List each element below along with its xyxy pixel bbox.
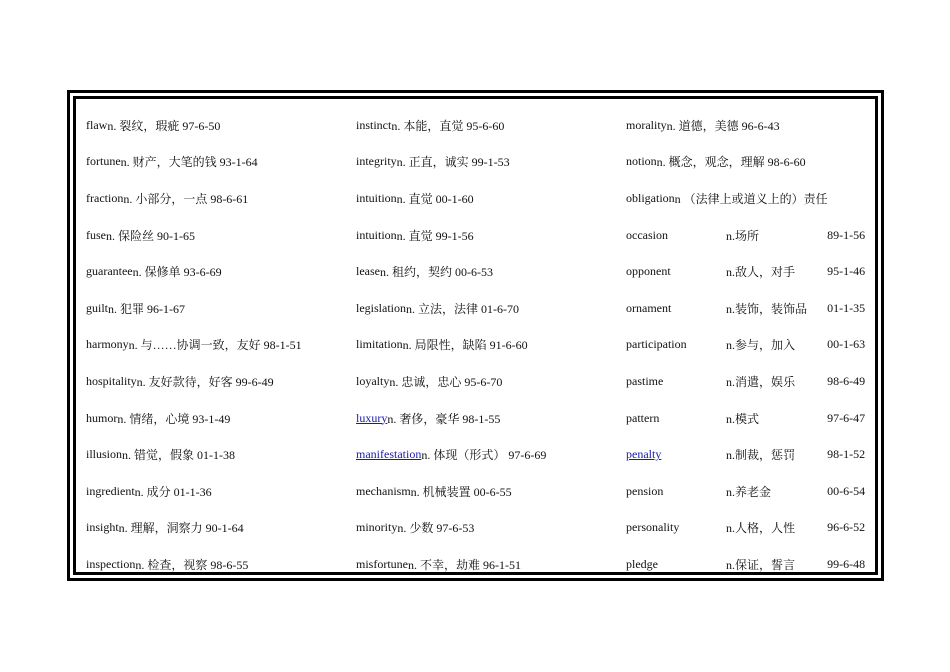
exam-reference: 96-6-52 [827, 520, 866, 535]
vocab-entry [356, 473, 626, 510]
vocab-definition [716, 263, 817, 280]
vocab-headword [626, 264, 716, 279]
vocab-word: occasion [626, 227, 668, 242]
vocab-definition [716, 410, 817, 427]
exam-reference: 00-1-63 [827, 337, 866, 352]
vocab-entry [356, 436, 626, 473]
definition-char: 装 [735, 301, 748, 316]
definition-char: 人 [735, 521, 748, 536]
vocab-entry [356, 107, 626, 144]
vocab-word: lease [356, 264, 380, 279]
vocab-definition [716, 336, 817, 353]
vocab-entry [356, 546, 626, 583]
vocab-entry [356, 510, 626, 547]
vocab-definition [716, 483, 817, 500]
vocab-definition: n. 检查，视察 98-6-55 [135, 557, 249, 572]
vocab-entry [626, 546, 869, 583]
vocab-definition: n. 小部分，一点 98-6-61 [123, 191, 249, 206]
vocab-definition: n. 道德，美德 96-6-43 [666, 118, 780, 133]
vocab-entry [86, 546, 356, 583]
definition-char: 场 [735, 228, 748, 243]
vocab-entry [356, 217, 626, 254]
vocab-definition [716, 556, 817, 573]
vocab-word: pension [626, 483, 664, 498]
definition-char: 言 [783, 557, 796, 572]
vocab-entry [626, 473, 869, 510]
vocab-definition: n. 理解，洞察力 90-1-64 [118, 521, 244, 536]
definition-char: 人 [771, 521, 784, 536]
definition-char: 证 [747, 557, 760, 572]
vocab-definition: n. 与……协调一致，友好 98-1-51 [128, 338, 302, 353]
vocab-entry [356, 290, 626, 327]
definition-char: 入 [783, 338, 796, 353]
vocab-entry [86, 180, 356, 217]
vocab-word: participation [626, 337, 687, 352]
vocab-entry [356, 180, 626, 217]
vocab-headword [626, 301, 716, 316]
vocab-word: opponent [626, 264, 671, 279]
vocab-entry [626, 144, 869, 181]
part-of-speech: n. [726, 265, 735, 280]
vocab-entry [86, 290, 356, 327]
definition-char: 遣 [747, 374, 760, 389]
vocab-headword [626, 337, 716, 352]
vocab-definition: n. 犯罪 96-1-67 [108, 301, 186, 316]
vocab-entry [626, 400, 869, 437]
vocab-entry [356, 327, 626, 364]
exam-reference: 98-1-52 [827, 447, 866, 462]
vocab-headword [626, 484, 716, 499]
vocab-entry [626, 510, 869, 547]
vocab-word: minority [356, 520, 398, 535]
definition-char: 金 [759, 484, 772, 499]
vocab-entry [356, 144, 626, 181]
vocab-definition: n. 体现（形式） 97-6-69 [421, 448, 547, 463]
vocab-column-3 [626, 107, 869, 583]
vocab-word: pastime [626, 373, 664, 388]
exam-reference: 89-1-56 [827, 227, 866, 242]
vocab-entry [86, 327, 356, 364]
vocab-word: personality [626, 520, 680, 535]
definition-char: 裁 [747, 448, 760, 463]
definition-char: 人 [747, 265, 760, 280]
part-of-speech: n. [726, 301, 735, 316]
vocab-definition: n. 直觉 00-1-60 [396, 191, 474, 206]
inner-frame [73, 96, 878, 575]
vocab-word: humor [86, 410, 118, 425]
vocab-entry [86, 107, 356, 144]
vocab-entry [626, 107, 869, 144]
vocab-entry [86, 253, 356, 290]
definition-char: 惩 [771, 448, 784, 463]
vocab-definition: n. 财产，大笔的钱 93-1-64 [120, 155, 258, 170]
definition-char: 对 [771, 265, 784, 280]
vocab-entry [356, 400, 626, 437]
vocab-word: intuition [356, 227, 397, 242]
vocab-word: notion [626, 154, 657, 169]
vocab-entry [356, 363, 626, 400]
definition-char: 老 [747, 484, 760, 499]
vocab-word: pattern [626, 410, 660, 425]
vocab-definition: n. 情绪，心境 93-1-49 [117, 411, 231, 426]
vocab-definition: n. 直觉 99-1-56 [396, 228, 474, 243]
vocab-entry [626, 253, 869, 290]
exam-reference: 97-6-47 [827, 410, 866, 425]
vocab-headword [626, 228, 716, 243]
definition-char: 敌 [735, 265, 748, 280]
vocab-definition: n （法律上或道义上的）责任 [674, 191, 828, 206]
vocab-definition [716, 446, 817, 463]
part-of-speech: n. [726, 374, 735, 389]
vocab-entry [86, 400, 356, 437]
vocab-definition: n. 错觉，假象 01-1-38 [122, 448, 236, 463]
definition-char: 娱 [771, 374, 784, 389]
vocab-definition [716, 227, 817, 244]
vocab-definition: n. 机械装置 00-6-55 [410, 484, 512, 499]
definition-char: 制 [735, 448, 748, 463]
vocab-definition [716, 300, 817, 317]
vocab-word: pledge [626, 556, 658, 571]
definition-char: ， [759, 265, 772, 280]
definition-char: 模 [735, 411, 748, 426]
exam-reference: 00-6-54 [827, 483, 866, 498]
vocab-word: inspection [86, 556, 136, 571]
vocab-word-link[interactable]: luxury [356, 410, 388, 425]
definition-char: 养 [735, 484, 748, 499]
vocab-word: limitation [356, 337, 403, 352]
vocab-definition: n. 概念，观念，理解 98-6-60 [656, 155, 806, 170]
vocab-headword [626, 447, 716, 462]
definition-char: ， [759, 448, 772, 463]
vocab-word: flaw [86, 117, 108, 132]
definition-char: ， [759, 557, 772, 572]
vocab-headword [626, 520, 716, 535]
part-of-speech: n. [726, 338, 735, 353]
vocab-definition: n. 少数 97-6-53 [397, 521, 475, 536]
definition-char: 誓 [771, 557, 784, 572]
vocab-definition: n. 租约，契约 00-6-53 [379, 265, 493, 280]
vocab-definition: n. 友好款待，好客 99-6-49 [136, 374, 274, 389]
vocab-entry [626, 180, 869, 217]
definition-char: 乐 [783, 374, 796, 389]
part-of-speech: n. [726, 228, 735, 243]
vocab-word: fraction [86, 190, 124, 205]
vocab-word: instinct [356, 117, 392, 132]
definition-char: 加 [771, 338, 784, 353]
vocab-word: hospitality [86, 373, 137, 388]
vocab-headword [626, 411, 716, 426]
vocab-word-link[interactable]: manifestation [356, 447, 422, 462]
definition-char: ， [759, 521, 772, 536]
definition-char: ， [759, 338, 772, 353]
vocab-definition: n. 立法，法律 01-6-70 [406, 301, 519, 316]
vocab-entry [86, 510, 356, 547]
vocab-entry [86, 217, 356, 254]
definition-char: ， [759, 301, 772, 316]
vocab-word: illusion [86, 447, 123, 462]
definition-char: 所 [747, 228, 760, 243]
vocab-word: harmony [86, 337, 129, 352]
vocab-definition: n. 奢侈，豪华 98-1-55 [387, 411, 501, 426]
vocab-entry [626, 363, 869, 400]
vocab-word: integrity [356, 154, 397, 169]
part-of-speech: n. [726, 411, 735, 426]
vocab-definition: n. 局限性，缺陷 91-6-60 [402, 338, 528, 353]
vocab-word: misfortune [356, 556, 408, 571]
vocab-definition: n. 正直，诚实 99-1-53 [396, 155, 510, 170]
exam-reference: 99-6-48 [827, 556, 866, 571]
definition-char: 消 [735, 374, 748, 389]
vocab-word: fuse [86, 227, 106, 242]
vocab-definition: n. 保险丝 90-1-65 [106, 228, 195, 243]
vocab-definition: n. 成分 01-1-36 [134, 484, 212, 499]
vocab-entry [626, 327, 869, 364]
definition-char: 手 [783, 265, 796, 280]
vocab-definition: n. 不幸，劫难 96-1-51 [408, 557, 521, 572]
vocab-entry [626, 436, 869, 473]
vocab-definition: n. 忠诚，忠心 95-6-70 [389, 374, 503, 389]
vocab-entry [86, 363, 356, 400]
part-of-speech: n. [726, 484, 735, 499]
vocab-word: intuition [356, 190, 397, 205]
definition-char: 罚 [783, 448, 796, 463]
part-of-speech: n. [726, 521, 735, 536]
vocab-word: guarantee [86, 264, 133, 279]
vocab-word: insight [86, 520, 119, 535]
vocab-headword [626, 557, 716, 572]
page-frame [67, 90, 884, 581]
vocab-word: loyalty [356, 373, 390, 388]
vocab-definition [716, 519, 817, 536]
part-of-speech: n. [726, 448, 735, 463]
vocab-entry [86, 473, 356, 510]
vocab-word: obligation [626, 190, 675, 205]
vocab-word: ingredient [86, 483, 135, 498]
vocab-word: legislation [356, 300, 406, 315]
definition-char: 参 [735, 338, 748, 353]
vocab-word: guilt [86, 300, 109, 315]
vocab-word: mechanism [356, 483, 411, 498]
exam-reference: 95-1-46 [827, 264, 866, 279]
definition-char: 装 [771, 301, 784, 316]
vocab-definition: n. 本能，直觉 95-6-60 [391, 118, 505, 133]
vocab-entry [86, 436, 356, 473]
vocab-word: ornament [626, 300, 672, 315]
definition-char: 饰 [747, 301, 760, 316]
definition-char: 与 [747, 338, 760, 353]
definition-char: ， [759, 374, 772, 389]
exam-reference: 01-1-35 [827, 300, 866, 315]
vocab-word: fortune [86, 154, 121, 169]
vocab-word-link[interactable]: penalty [626, 447, 662, 462]
part-of-speech: n. [726, 557, 735, 572]
vocab-headword [626, 374, 716, 389]
vocab-definition: n. 裂纹，瑕疵 97-6-50 [107, 118, 221, 133]
vocab-definition: n. 保修单 93-6-69 [132, 265, 222, 280]
vocab-entry [626, 290, 869, 327]
definition-char: 性 [783, 521, 796, 536]
vocab-word: morality [626, 117, 667, 132]
definition-char: 品 [795, 301, 808, 316]
vocab-entry [626, 217, 869, 254]
exam-reference: 98-6-49 [827, 373, 866, 388]
definition-char: 式 [747, 411, 760, 426]
vocab-column-2 [356, 107, 626, 583]
definition-char: 饰 [783, 301, 796, 316]
vocab-entry [356, 253, 626, 290]
definition-char: 格 [747, 521, 760, 536]
definition-char: 保 [735, 557, 748, 572]
vocab-column-1 [86, 107, 356, 583]
vocabulary-grid [86, 107, 869, 572]
vocab-definition [716, 373, 817, 390]
vocab-entry [86, 144, 356, 181]
